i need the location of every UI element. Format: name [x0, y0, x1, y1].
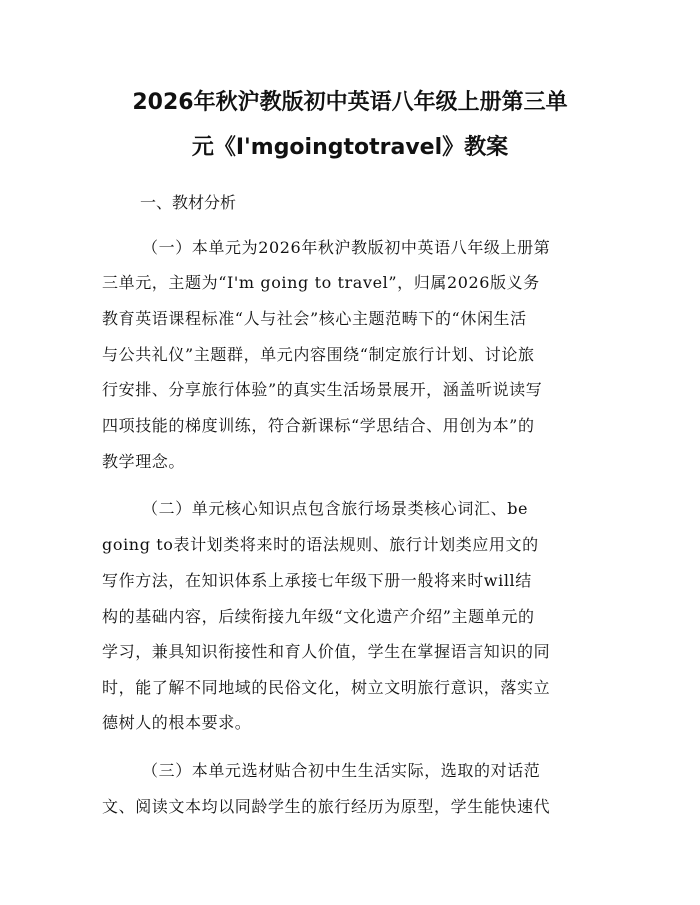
paragraph-3-line-1: （三）本单元选材贴合初中生生活实际，选取的对话范 — [142, 761, 541, 780]
paragraph-2-line-7: 德树人的根本要求。 — [102, 713, 252, 732]
paragraph-2-line-5: 学习，兼具知识衔接性和育人价值，学生在掌握语言知识的同 — [102, 642, 551, 661]
paragraph-1-line-1: （一）本单元为2026年秋沪教版初中英语八年级上册第 — [142, 238, 551, 257]
document-title-line-2: 元《I'mgoingtotravel》教案 — [191, 135, 509, 160]
paragraph-1-line-6: 四项技能的梯度训练，符合新课标“学思结合、用创为本”的 — [102, 416, 535, 435]
paragraph-3-line-2: 文、阅读文本均以同龄学生的旅行经历为原型，学生能快速代 — [102, 797, 551, 816]
paragraph-2-line-4: 构的基础内容，后续衔接九年级“文化遗产介绍”主题单元的 — [102, 607, 535, 626]
paragraph-1-line-7: 教学理念。 — [102, 452, 186, 471]
document-title-line-1: 2026年秋沪教版初中英语八年级上册第三单 — [132, 90, 568, 115]
paragraph-1-line-3: 教育英语课程标准“人与社会”核心主题范畴下的“休闲生活 — [102, 309, 527, 328]
paragraph-1-line-4: 与公共礼仪”主题群，单元内容围绕“制定旅行计划、讨论旅 — [102, 345, 535, 364]
paragraph-2-line-2: going to表计划类将来时的语法规则、旅行计划类应用文的 — [102, 535, 539, 554]
paragraph-2-line-6: 时，能了解不同地域的民俗文化，树立文明旅行意识，落实立 — [102, 678, 551, 697]
paragraph-1-line-2: 三单元，主题为“I'm going to travel”，归属2026版义务 — [102, 273, 540, 292]
paragraph-2-line-1: （二）单元核心知识点包含旅行场景类核心词汇、be — [142, 499, 529, 518]
section-heading: 一、教材分析 — [140, 193, 237, 212]
paragraph-2-line-3: 写作方法，在知识体系上承接七年级下册一般将来时will结 — [102, 571, 532, 590]
paragraph-1-line-5: 行安排、分享旅行体验”的真实生活场景展开，涵盖听说读写 — [102, 380, 543, 399]
